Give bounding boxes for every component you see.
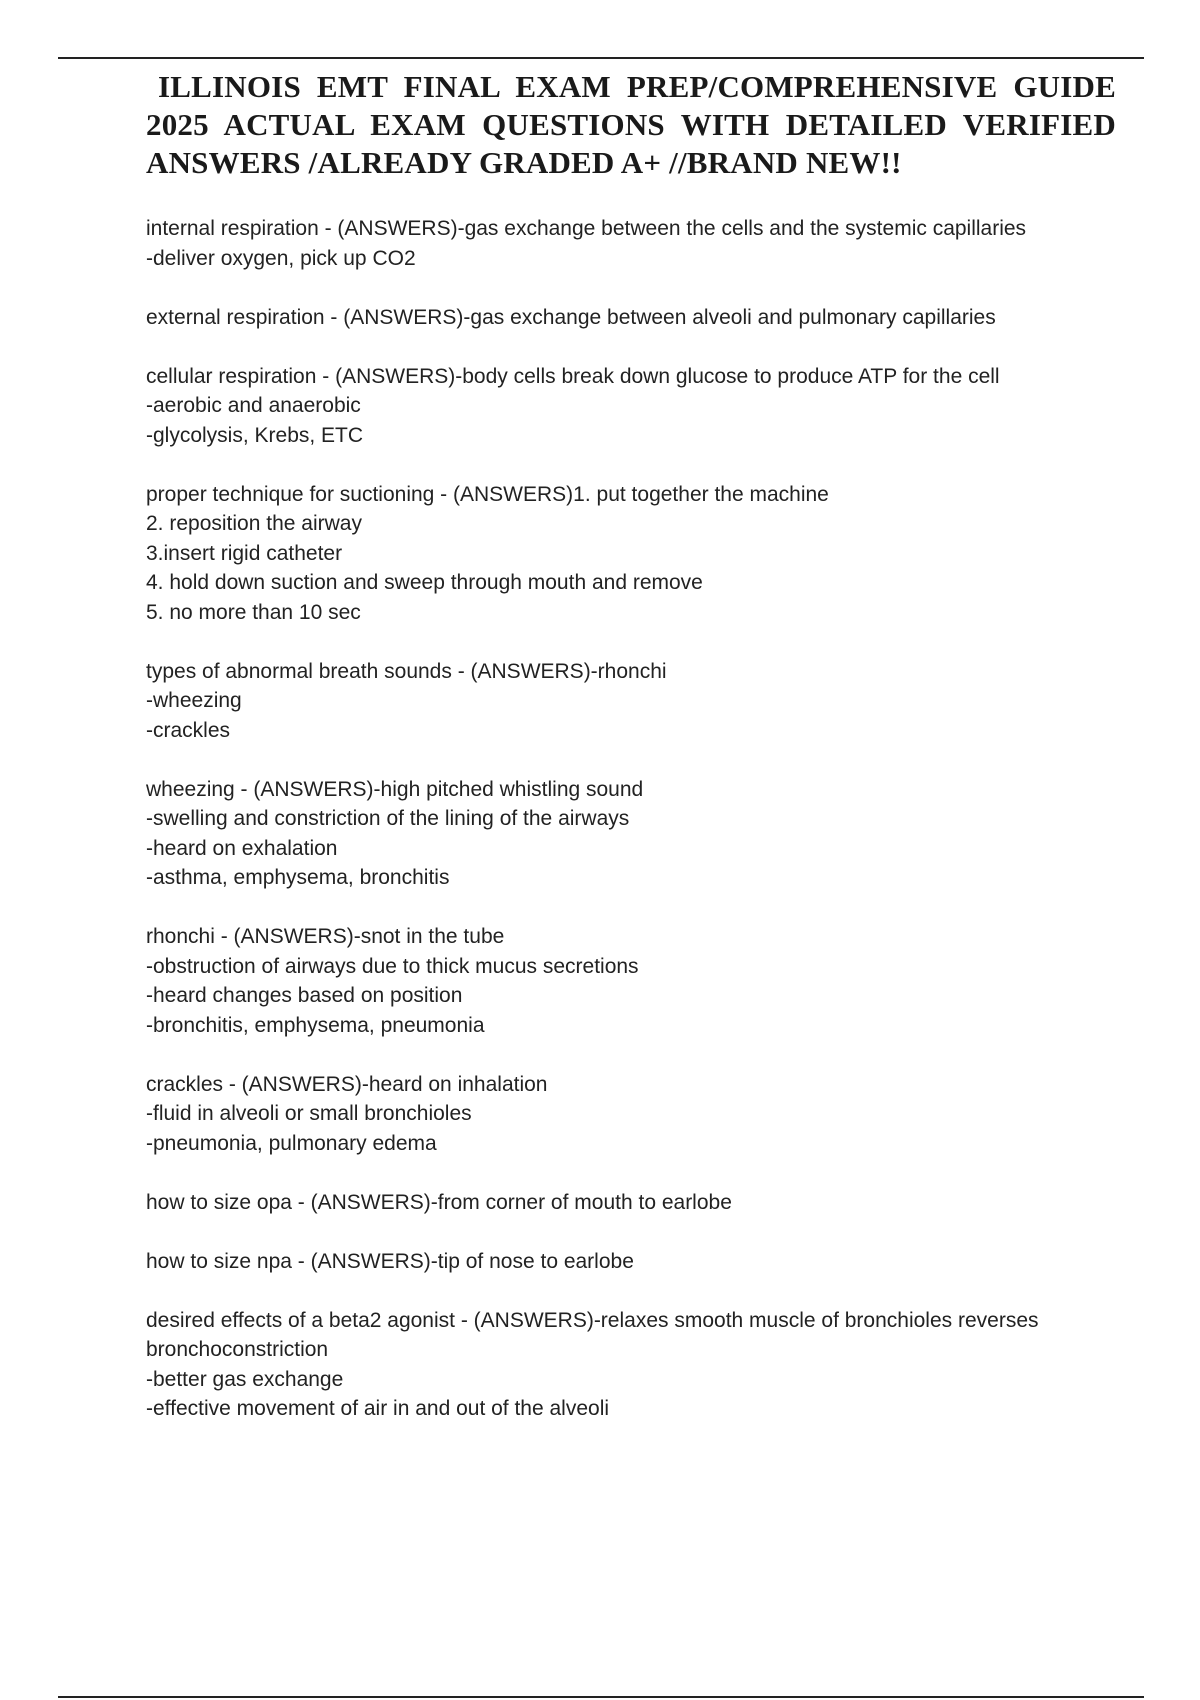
- card-line: -wheezing: [146, 689, 242, 712]
- top-rule: [58, 57, 1144, 59]
- flashcard: [146, 775, 1116, 893]
- card-line: -heard changes based on position: [146, 984, 463, 1007]
- flashcard: [146, 1306, 1116, 1424]
- card-line: wheezing - (ANSWERS)-high pitched whistling sound: [146, 777, 644, 801]
- card-line: crackles - (ANSWERS)-heard on inhalation: [146, 1072, 548, 1096]
- card-line: cellular respiration - (ANSWERS)-body cells break down glucose to produce ATP for the cell: [146, 364, 1000, 388]
- card-line: -heard on exhalation: [146, 836, 338, 860]
- document-body: [146, 68, 1116, 1453]
- card-line: 2. reposition the airway: [146, 512, 362, 535]
- card-line: -pneumonia, pulmonary edema: [146, 1131, 437, 1155]
- card-line: -bronchitis, emphysema, pneumonia: [146, 1013, 485, 1037]
- card-line: -glycolysis, Krebs, ETC: [146, 423, 364, 447]
- flashcard: [146, 303, 1116, 333]
- card-line: how to size opa - (ANSWERS)-from corner of mouth to earlobe: [146, 1190, 732, 1214]
- flashcard: [146, 1247, 1116, 1277]
- card-line: 5. no more than 10 sec: [146, 600, 361, 624]
- bottom-rule: [58, 1696, 1144, 1698]
- flashcard: [146, 480, 1116, 628]
- card-line: -crackles: [146, 718, 231, 742]
- flashcard: [146, 657, 1116, 746]
- card-line: rhonchi - (ANSWERS)-snot in the tube: [146, 925, 505, 948]
- card-line: -deliver oxygen, pick up CO2: [146, 246, 416, 270]
- flashcard: [146, 362, 1116, 451]
- card-line: types of abnormal breath sounds - (ANSWERS)-rhonchi: [146, 659, 667, 683]
- card-line: -better gas exchange: [146, 1367, 344, 1391]
- card-line: -obstruction of airways due to thick mucus secretions: [146, 954, 639, 978]
- card-line: internal respiration - (ANSWERS)-gas exchange between the cells and the systemic capillaries: [146, 217, 1027, 240]
- flashcard: [146, 922, 1116, 1040]
- card-line: -asthma, emphysema, bronchitis: [146, 866, 450, 889]
- card-line: -aerobic and anaerobic: [146, 394, 361, 417]
- card-line: external respiration - (ANSWERS)-gas exchange between alveoli and pulmonary capillaries: [146, 305, 996, 329]
- flashcard: [146, 214, 1116, 273]
- card-line: -swelling and constriction of the lining of the airways: [146, 807, 630, 830]
- card-line: 4. hold down suction and sweep through mouth and remove: [146, 571, 703, 594]
- flashcard-list: [146, 214, 1116, 1424]
- document-title: ILLINOIS EMT FINAL EXAM PREP/COMPREHENSIVE GUIDE 2025 ACTUAL EXAM QUESTIONS WITH DETAILED VERIFIED ANSWERS /ALREADY GRADED A+ //BRAND NEW!!: [146, 69, 1116, 180]
- card-line: 3.insert rigid catheter: [146, 541, 343, 565]
- card-line: desired effects of a beta2 agonist - (ANSWERS)-relaxes smooth muscle of bronchioles reverses: [146, 1308, 1039, 1332]
- card-line: how to size npa - (ANSWERS)-tip of nose to earlobe: [146, 1249, 634, 1273]
- flashcard: [146, 1070, 1116, 1159]
- flashcard: [146, 1188, 1116, 1218]
- card-line: -fluid in alveoli or small bronchioles: [146, 1102, 472, 1125]
- card-line: -effective movement of air in and out of the alveoli: [146, 1397, 610, 1420]
- card-line: proper technique for suctioning - (ANSWERS)1. put together the machine: [146, 482, 829, 506]
- card-line: bronchoconstriction: [146, 1338, 329, 1361]
